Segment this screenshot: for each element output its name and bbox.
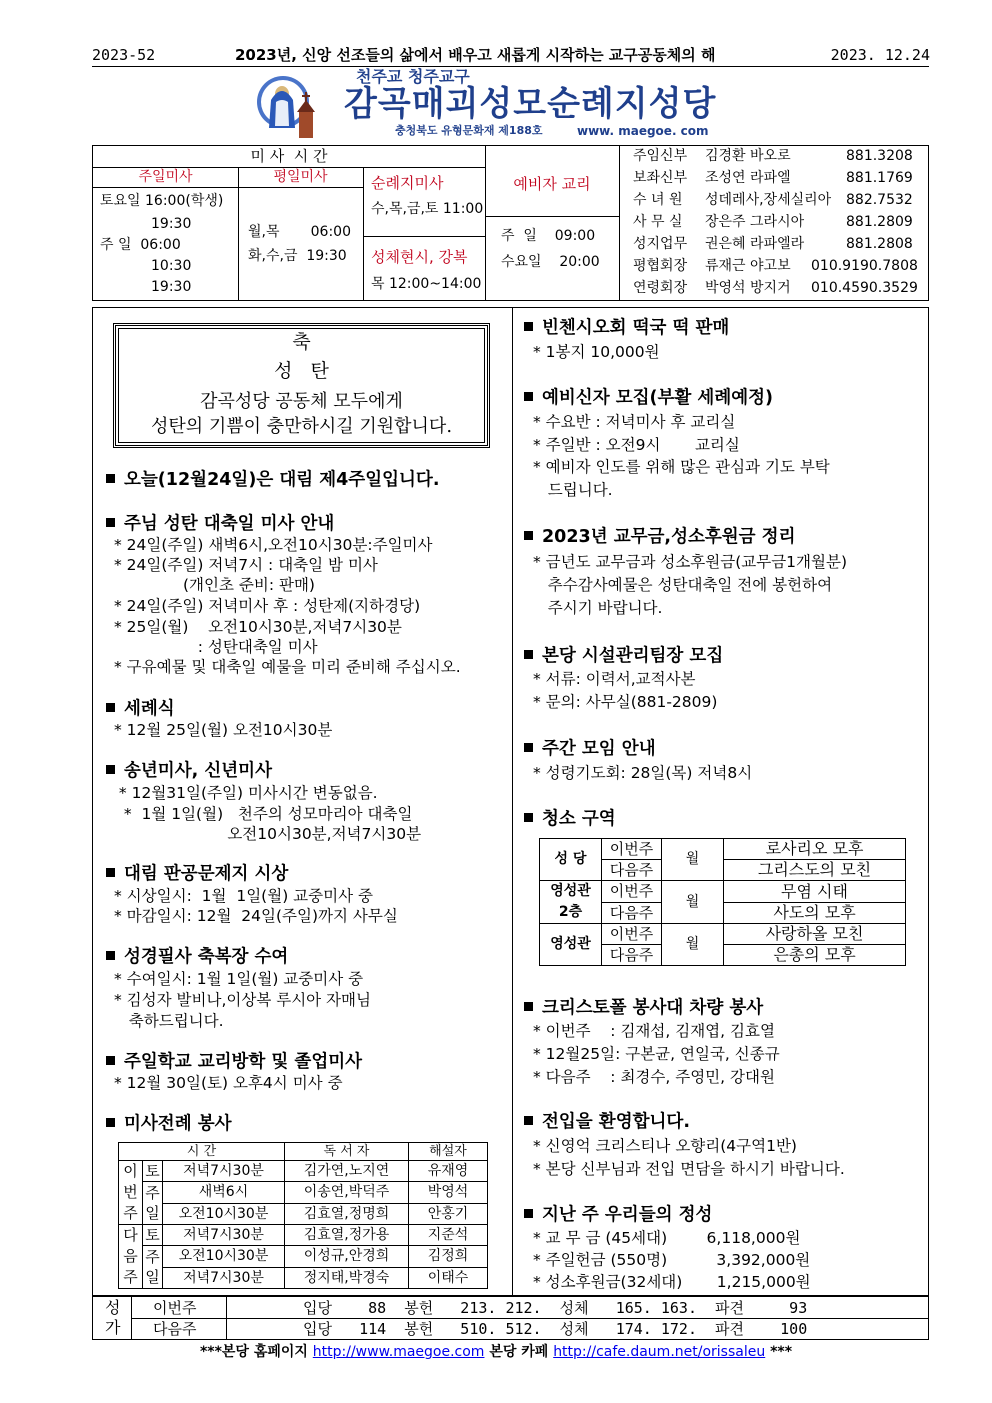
section-heading: 예비신자 모집(부활 세례예정) xyxy=(524,388,773,409)
section-heading: 대림 판공문제지 시상 xyxy=(106,864,288,885)
sunday-mass-line: 19:30 xyxy=(151,279,192,295)
liturgy-service-table xyxy=(118,1142,488,1289)
section-line: * 시상일시: 1월 1일(월) 교중미사 중 xyxy=(114,887,373,905)
footer-prefix: ***본당 홈페이지 xyxy=(199,1344,308,1360)
section-line: * 금년도 교무금과 성소후원금(교무금1개월분) xyxy=(533,553,848,571)
group-cell: 은총의 모후 xyxy=(724,945,906,966)
section-line: * 구유예물 및 대축일 예물을 미리 준비해 주십시오. xyxy=(114,658,461,676)
section-heading: 주님 성탄 대축일 미사 안내 xyxy=(106,514,334,535)
week-label: 이 번 주 xyxy=(119,1161,143,1225)
adoration-label: 성체현시, 강복 xyxy=(371,248,468,266)
staff-name: 조성연 라파엘 xyxy=(705,170,791,186)
section-line: 오전10시30분,저녁7시30분 xyxy=(114,825,422,843)
section-line: * 24일(주일) 저녁7시 : 대축일 밤 미사 xyxy=(114,556,378,574)
cleaning-roster-table xyxy=(539,838,906,966)
square-bullet-icon xyxy=(524,743,533,752)
section-line: (개인초 준비: 판매) xyxy=(114,576,315,594)
area-cell: 성 당 xyxy=(540,839,602,881)
weekday-mass-label: 평일미사 xyxy=(273,169,328,185)
section-heading: 미사전례 봉사 xyxy=(106,1114,232,1135)
staff-phone: 881.3208 xyxy=(846,148,913,164)
section-heading: 청소 구역 xyxy=(524,809,616,830)
section-line: * 12월 25일(월) 오전10시30분 xyxy=(114,721,333,739)
catechumen-line: 수요일 20:00 xyxy=(501,254,600,270)
sunday-mass-line: 주 일 06:00 xyxy=(100,237,181,253)
section-line: * 신영억 크리스티나 오향리(4구역1반) xyxy=(533,1137,797,1155)
staff-role: 사 무 실 xyxy=(633,214,683,230)
section-line: * 다음주 : 최경수, 주영민, 강대원 xyxy=(533,1068,775,1086)
section-line: * 교 무 금 (45세대) 6,118,000원 xyxy=(533,1229,801,1247)
schedule-title: 미 사 시 간 xyxy=(250,147,328,165)
section-line: 축하드립니다. xyxy=(114,1012,224,1030)
group-cell: 사랑하올 모친 xyxy=(724,924,906,945)
square-bullet-icon xyxy=(524,650,533,659)
table-cell: 김효열,정명희 xyxy=(285,1204,409,1225)
table-cell: 저녁7시30분 xyxy=(163,1268,285,1289)
area-cell: 영성관 2층 xyxy=(540,881,602,924)
year-theme: 2023년, 신앙 선조들의 삶에서 배우고 새롭게 시작하는 교구공동체의 해 xyxy=(235,46,716,64)
section-line: * 1월 1일(월) 천주의 성모마리아 대축일 xyxy=(114,805,413,823)
staff-role: 평협회장 xyxy=(633,258,688,274)
table-cell: 이태수 xyxy=(409,1268,488,1289)
staff-name: 장은주 그라시아 xyxy=(705,214,805,230)
month-cell: 월 xyxy=(662,881,724,924)
square-bullet-icon xyxy=(524,813,533,822)
table-cell: 김가연,노지연 xyxy=(285,1161,409,1182)
table-cell: 유재영 xyxy=(409,1161,488,1182)
table-cell: 오전10시30분 xyxy=(163,1204,285,1225)
staff-phone: 882.7532 xyxy=(846,192,913,208)
group-cell: 사도의 모후 xyxy=(724,902,906,924)
section-line: * 주일헌금 (550명) 3,392,000원 xyxy=(533,1251,811,1269)
section-heading: 전입을 환영합니다. xyxy=(524,1112,690,1133)
square-bullet-icon xyxy=(524,392,533,401)
table-cell: 정지태,박경숙 xyxy=(285,1268,409,1289)
square-bullet-icon xyxy=(106,1056,115,1065)
staff-phone: 881.1769 xyxy=(846,170,913,186)
section-heading: 크리스토폴 봉사대 차량 봉사 xyxy=(524,998,763,1019)
section-line: * 예비자 인도를 위해 많은 관심과 기도 부탁 xyxy=(533,458,830,476)
square-bullet-icon xyxy=(106,1118,115,1127)
pilgrim-mass-label: 순례지미사 xyxy=(371,174,444,192)
section-line: 드립니다. xyxy=(533,481,613,499)
square-bullet-icon xyxy=(106,474,115,483)
table-cell: 오전10시30분 xyxy=(163,1246,285,1268)
section-line: * 24일(주일) 새벽6시,오전10시30분:주일미사 xyxy=(114,536,433,554)
weekday-mass-line: 월,목 06:00 xyxy=(248,224,351,240)
footer-suffix: *** xyxy=(770,1344,793,1360)
table-cell: 지준석 xyxy=(409,1225,488,1246)
homepage-link[interactable]: http://www.maegoe.com xyxy=(312,1344,485,1360)
issue-number: 2023-52 xyxy=(92,46,156,64)
square-bullet-icon xyxy=(524,322,533,331)
greeting-line: 축 xyxy=(292,331,311,353)
footer-mid: 본당 카페 xyxy=(489,1344,549,1360)
square-bullet-icon xyxy=(106,765,115,774)
mass-schedule-box xyxy=(92,145,929,301)
week-cell: 이번주 xyxy=(602,924,662,945)
section-heading: 세례식 xyxy=(106,699,175,720)
heritage-note: 충청북도 유형문화재 제188호 xyxy=(395,124,543,137)
section-line: * 서류: 이력서,교적사본 xyxy=(533,670,696,688)
diocese-name: 천주교 청주교구 xyxy=(356,67,470,86)
staff-phone: 010.9190.7808 xyxy=(811,258,918,274)
week-cell: 다음주 xyxy=(602,902,662,924)
staff-name: 김경환 바오로 xyxy=(705,148,791,164)
staff-role: 주임신부 xyxy=(633,148,688,164)
section-line: * 본당 신부님과 전입 면담을 하시기 바랍니다. xyxy=(533,1160,845,1178)
staff-name: 박영석 방지거 xyxy=(705,280,791,296)
footer xyxy=(0,1344,992,1361)
pilgrim-mass-line: 수,목,금,토 11:00 xyxy=(371,201,484,217)
table-cell: 박영석 xyxy=(409,1182,488,1204)
week-cell: 이번주 xyxy=(602,881,662,903)
sunday-mass-line: 10:30 xyxy=(151,258,192,274)
cafe-link[interactable]: http://cafe.daum.net/orissaleu xyxy=(553,1344,766,1360)
group-cell: 무염 시태 xyxy=(724,881,906,903)
section-line: * 이번주 : 김재섭, 김재엽, 김효열 xyxy=(533,1022,775,1040)
row-label: 다음주 xyxy=(153,1320,197,1338)
table-cell: 새벽6시 xyxy=(163,1182,285,1204)
table-cell: 이송연,박덕주 xyxy=(285,1182,409,1204)
week-cell: 이번주 xyxy=(602,839,662,860)
side-label: 성 가 xyxy=(105,1298,121,1337)
square-bullet-icon xyxy=(524,1116,533,1125)
table-header: 시 간 xyxy=(119,1143,285,1161)
sunday-mass-line: 19:30 xyxy=(151,216,192,232)
section-heading: 본당 시설관리팀장 모집 xyxy=(524,646,723,667)
day-label: 주 일 xyxy=(143,1246,163,1289)
section-heading: 오늘(12월24일)은 대림 제4주일입니다. xyxy=(106,470,439,491)
table-cell: 저녁7시30분 xyxy=(163,1161,285,1182)
week-cell: 다음주 xyxy=(602,945,662,966)
staff-role: 성지업무 xyxy=(633,236,688,252)
area-cell: 영성관 xyxy=(540,924,602,966)
section-line: * 수여일시: 1월 1일(월) 교중미사 중 xyxy=(114,970,364,988)
sunday-mass-label: 주일미사 xyxy=(138,169,193,185)
section-heading: 주간 모임 안내 xyxy=(524,739,656,760)
section-line: : 성탄대축일 미사 xyxy=(114,638,318,656)
table-cell: 안홍기 xyxy=(409,1204,488,1225)
day-label: 토 xyxy=(143,1225,163,1246)
section-line: * 수요반 : 저녁미사 후 교리실 xyxy=(533,413,736,431)
staff-phone: 881.2808 xyxy=(846,236,913,252)
section-heading: 성경필사 축복장 수여 xyxy=(106,947,288,968)
month-cell: 월 xyxy=(662,839,724,881)
staff-phone: 881.2809 xyxy=(846,214,913,230)
header-rule xyxy=(92,66,929,67)
day-label: 주 일 xyxy=(143,1182,163,1225)
square-bullet-icon xyxy=(524,531,533,540)
group-cell: 그리스도의 모친 xyxy=(724,860,906,881)
church-name: 감곡매괴성모순례지성당 xyxy=(344,84,717,124)
section-heading: 지난 주 우리들의 정성 xyxy=(524,1205,712,1226)
staff-name: 류재근 야고보 xyxy=(705,258,791,274)
section-line: * 12월31일(주일) 미사시간 변동없음. xyxy=(114,784,378,802)
greeting-line: 성 탄 xyxy=(274,359,329,382)
section-heading: 송년미사, 신년미사 xyxy=(106,761,272,782)
staff-role: 수 녀 원 xyxy=(633,192,683,208)
section-line: * 성령기도회: 28일(목) 저녁8시 xyxy=(533,764,753,782)
staff-role: 보좌신부 xyxy=(633,170,688,186)
table-header: 독 서 자 xyxy=(285,1143,409,1161)
section-line: * 12월25일: 구본균, 연일국, 신종규 xyxy=(533,1045,780,1063)
sunday-mass-line: 토요일 16:00(학생) xyxy=(100,193,224,209)
section-heading: 2023년 교무금,성소후원금 정리 xyxy=(524,527,796,548)
section-line: * 문의: 사무실(881-2809) xyxy=(533,693,718,711)
staff-name: 성데레사,장세실리아 xyxy=(705,192,832,208)
mary-logo-icon xyxy=(255,72,321,142)
day-label: 토 xyxy=(143,1161,163,1182)
section-line: * 1봉지 10,000원 xyxy=(533,343,660,361)
month-cell: 월 xyxy=(662,924,724,966)
square-bullet-icon xyxy=(106,518,115,527)
greeting-line: 성탄의 기쁨이 충만하시길 기원합니다. xyxy=(150,416,453,438)
weekday-mass-line: 화,수,금 19:30 xyxy=(248,248,347,264)
table-cell: 김효열,정가용 xyxy=(285,1225,409,1246)
section-line: * 김성자 발비나,이상복 루시아 자매님 xyxy=(114,991,371,1009)
table-header: 해설자 xyxy=(409,1143,488,1161)
section-line: * 24일(주일) 저녁미사 후 : 성탄제(지하경당) xyxy=(114,597,421,615)
section-line: * 마감일시: 12월 24일(주일)까지 사무실 xyxy=(114,907,398,925)
section-line: * 25일(월) 오전10시30분,저녁7시30분 xyxy=(114,618,402,636)
staff-role: 연령회장 xyxy=(633,280,688,296)
issue-date: 2023. 12.24 xyxy=(830,46,930,64)
hymn-number-box xyxy=(92,1296,929,1340)
section-heading: 주일학교 교리방학 및 졸업미사 xyxy=(106,1052,362,1073)
section-line: * 12월 30일(토) 오후4시 미사 중 xyxy=(114,1074,343,1092)
square-bullet-icon xyxy=(106,868,115,877)
catechumen-label: 예비자 교리 xyxy=(513,175,591,193)
section-line: * 성소후원금(32세대) 1,215,000원 xyxy=(533,1273,811,1291)
square-bullet-icon xyxy=(524,1002,533,1011)
week-cell: 다음주 xyxy=(602,860,662,881)
greeting-line: 감곡성당 공동체 모두에게 xyxy=(200,390,403,412)
table-cell: 김정희 xyxy=(409,1246,488,1268)
group-cell: 로사리오 모후 xyxy=(724,839,906,860)
adoration-time: 목 12:00~14:00 xyxy=(371,276,482,292)
table-cell: 이성규,안경희 xyxy=(285,1246,409,1268)
section-heading: 빈첸시오회 떡국 떡 판매 xyxy=(524,318,729,339)
staff-phone: 010.4590.3529 xyxy=(811,280,918,296)
row-values: 입당 114 봉헌 510. 512. 성체 174. 172. 파견 100 xyxy=(303,1320,808,1338)
catechumen-line: 주 일 09:00 xyxy=(501,228,596,244)
row-values: 입당 88 봉헌 213. 212. 성체 165. 163. 파견 93 xyxy=(303,1299,808,1317)
section-line: 주시기 바랍니다. xyxy=(533,599,663,617)
staff-name: 권은혜 라파엘라 xyxy=(705,236,805,252)
square-bullet-icon xyxy=(524,1209,533,1218)
row-label: 이번주 xyxy=(153,1299,197,1317)
square-bullet-icon xyxy=(106,951,115,960)
week-label: 다 음 주 xyxy=(119,1225,143,1289)
table-cell: 저녁7시30분 xyxy=(163,1225,285,1246)
square-bullet-icon xyxy=(106,703,115,712)
section-line: * 주일반 : 오전9시 교리실 xyxy=(533,436,740,454)
christmas-greeting-box xyxy=(113,323,490,448)
website-text: www. maegoe. com xyxy=(577,124,709,138)
section-line: 추수감사예물은 성탄대축일 전에 봉헌하여 xyxy=(533,576,833,594)
